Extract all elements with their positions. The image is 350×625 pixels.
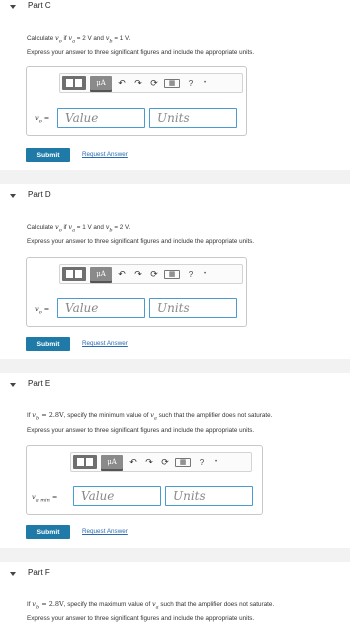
part-d-request-answer-link[interactable]: Request Answer — [82, 340, 128, 347]
part-c-question: Calculate $v_o$ if $v_a = 2$ V and $v_b = 1$ V. — [27, 34, 131, 45]
part-e-answer-box — [26, 445, 263, 515]
collapse-triangle-icon[interactable] — [10, 194, 16, 198]
redo-icon[interactable]: ↷ — [145, 456, 153, 467]
reset-icon[interactable]: ⟳ — [150, 268, 158, 279]
templates-icon[interactable] — [62, 267, 86, 281]
part-d-instruction: Express your answer to three significant figures and include the appropriate units. — [27, 238, 255, 245]
part-d-submit-button[interactable]: Submit — [26, 337, 70, 351]
redo-icon[interactable]: ↷ — [134, 77, 142, 88]
part-e-question: If $v_b = 2.8V$, specify the minimum value of $v_a$ such that the amplifier does not saturate. — [27, 411, 273, 422]
help-icon[interactable]: ? — [199, 457, 205, 467]
keyboard-icon[interactable]: ▦ — [164, 79, 180, 88]
part-e-value-input[interactable]: Value — [73, 486, 161, 506]
units-mu-icon[interactable]: μA — [101, 455, 123, 469]
section-separator — [0, 359, 350, 373]
part-d-question: Calculate $v_o$ if $v_a = 1$ V and $v_b = 2$ V. — [27, 223, 131, 234]
undo-icon[interactable]: ↶ — [118, 77, 126, 88]
section-separator — [0, 548, 350, 562]
units-mu-icon[interactable]: μA — [90, 76, 112, 90]
templates-icon[interactable] — [62, 76, 86, 90]
part-d-units-input[interactable]: Units — [149, 298, 237, 318]
part-c-var-label: $v_o$ = — [35, 114, 50, 125]
more-icon[interactable]: • — [203, 271, 207, 277]
part-c-title: Part C — [28, 1, 51, 10]
part-f-question: If $v_b = 2.8V$, specify the maximum value of $v_a$ such that the amplifier does not saturate. — [27, 600, 275, 611]
part-c-request-answer-link[interactable]: Request Answer — [82, 151, 128, 158]
units-mu-icon[interactable]: μA — [90, 267, 112, 281]
part-c-toolbar — [59, 73, 243, 93]
part-c-submit-button[interactable]: Submit — [26, 148, 70, 162]
undo-icon[interactable]: ↶ — [129, 456, 137, 467]
part-d-answer-box — [26, 257, 247, 327]
part-d-title: Part D — [28, 190, 51, 199]
help-icon[interactable]: ? — [188, 78, 194, 88]
part-e-request-answer-link[interactable]: Request Answer — [82, 528, 128, 535]
part-e-title: Part E — [28, 379, 51, 388]
part-e-submit-button[interactable]: Submit — [26, 525, 70, 539]
more-icon[interactable]: • — [214, 459, 218, 465]
templates-icon[interactable] — [73, 455, 97, 469]
part-d-var-label: $v_o$ = — [35, 305, 50, 316]
collapse-triangle-icon[interactable] — [10, 5, 16, 9]
part-c-answer-box — [26, 66, 247, 136]
collapse-triangle-icon[interactable] — [10, 572, 16, 576]
keyboard-icon[interactable]: ▦ — [164, 270, 180, 279]
reset-icon[interactable]: ⟳ — [150, 77, 158, 88]
part-c-value-input[interactable]: Value — [57, 108, 145, 128]
part-f-title: Part F — [28, 568, 50, 577]
part-e-instruction: Express your answer to three significant figures and include the appropriate units. — [27, 427, 255, 434]
more-icon[interactable]: • — [203, 80, 207, 86]
part-f-instruction: Express your answer to three significant figures and include the appropriate units. — [27, 615, 255, 622]
part-e-var-label: $v_{a min}$ = — [32, 493, 58, 504]
part-e-units-input[interactable]: Units — [165, 486, 253, 506]
part-c-instruction: Express your answer to three significant figures and include the appropriate units. — [27, 49, 255, 56]
part-d-value-input[interactable]: Value — [57, 298, 145, 318]
redo-icon[interactable]: ↷ — [134, 268, 142, 279]
part-c-units-input[interactable]: Units — [149, 108, 237, 128]
help-icon[interactable]: ? — [188, 269, 194, 279]
reset-icon[interactable]: ⟳ — [161, 456, 169, 467]
part-d-toolbar — [59, 264, 243, 284]
part-e-toolbar — [70, 452, 252, 472]
collapse-triangle-icon[interactable] — [10, 383, 16, 387]
keyboard-icon[interactable]: ▦ — [175, 458, 191, 467]
section-separator — [0, 170, 350, 184]
undo-icon[interactable]: ↶ — [118, 268, 126, 279]
